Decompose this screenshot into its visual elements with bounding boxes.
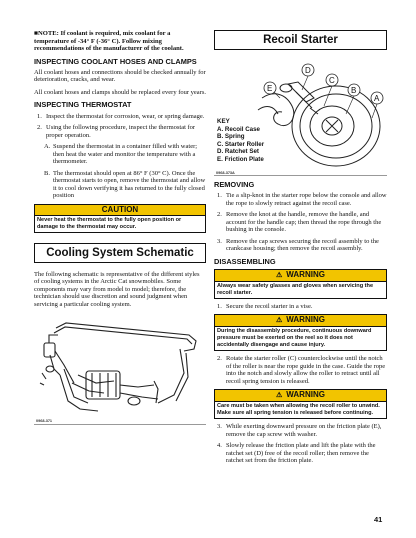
cooling-schematic-figure xyxy=(34,313,206,425)
page-number: 41 xyxy=(374,515,383,524)
coolant-note: ■NOTE: If coolant is required, mix coolant for a temperature of -34° F (-36° C). Follow mixing recommendations of the manufacturer of the coolant. xyxy=(34,30,184,53)
inspect-hoses-paragraph-2: All coolant hoses and clamps should be replaced every four years. xyxy=(34,88,207,96)
inspect-hoses-paragraph-1: All coolant hoses and connections should be checked annually for deterioration, cracks, and wear. xyxy=(34,68,206,84)
right-column xyxy=(214,30,387,469)
warning-text-3: Care must be taken when allowing the recoil roller to unwind. Make sure all spring tension is released before continuing. xyxy=(214,402,387,419)
warning-triangle-icon: ⚠ xyxy=(276,317,283,325)
thermostat-step: 1. Inspect the thermostat for corrosion, wear, or spring damage. xyxy=(37,112,205,120)
removing-step: 3. Remove the cap screws securing the recoil assembly to the crankcase housing; then remove the recoil assembly. xyxy=(217,237,379,253)
callout-d: D xyxy=(305,66,311,75)
disassembling-heading: DISASSEMBLING xyxy=(214,256,276,266)
disassembling-step: 1. Secure the recoil starter in a vise. xyxy=(217,302,313,310)
cooling-schematic-paragraph: The following schematic is representative of the different styles of cooling systems in the Arctic Cat snowmobiles. Some components may vary from model to model; therefore, the technician should use discretion and sound judgment when servicing a particular cooling system. xyxy=(34,270,200,308)
recoil-figure-code: 0968-373A xyxy=(216,171,235,175)
callout-b: B xyxy=(351,86,357,95)
callout-a: A xyxy=(374,94,380,103)
thermostat-step: 2. Using the following procedure, inspect the thermostat for proper operation. xyxy=(37,124,196,139)
left-column xyxy=(34,30,206,425)
caution-text: Never heat the thermostat to the fully open position or damage to the thermostat may occur. xyxy=(34,216,206,233)
recoil-starter-title: Recoil Starter xyxy=(214,30,387,50)
key-item-d: D. Ratchet Set xyxy=(217,148,259,156)
warning-triangle-icon: ⚠ xyxy=(276,392,283,400)
warning-header-3: ⚠ WARNING xyxy=(214,389,387,402)
disassembling-step: 3. While exerting downward pressure on the friction plate (E), remove the cap screw with washer. xyxy=(217,423,382,438)
warning-header-2: ⚠ WARNING xyxy=(214,314,387,327)
key-item-c: C. Starter Roller xyxy=(217,140,265,148)
caution-header: CAUTION xyxy=(34,204,206,216)
recoil-starter-figure xyxy=(214,58,387,176)
key-item-a: A. Recoil Case xyxy=(217,125,260,133)
warning-header-1: ⚠ WARNING xyxy=(214,269,387,282)
removing-heading: REMOVING xyxy=(214,180,255,189)
callout-e: E xyxy=(267,84,273,93)
disassembling-step: 2. Rotate the starter roller (C) counterclockwise until the notch of the roller is near the rope guide in the case. Guide the rope into the notch and slowly allow the roller to retract until all recoil spring tension is released. xyxy=(217,355,386,385)
removing-step: 1. Tie a slip-knot in the starter rope below the console and allow the rope to slowly retract against the recoil case. xyxy=(217,192,387,207)
warning-text-1: Always wear safety glasses and gloves when servicing the recoil starter. xyxy=(214,282,387,299)
key-item-b: B. Spring xyxy=(217,133,245,141)
key-item-e: E. Friction Plate xyxy=(217,155,264,163)
inspect-hoses-heading: INSPECTING COOLANT HOSES AND CLAMPS xyxy=(34,56,197,66)
figure-key xyxy=(217,118,264,164)
cooling-schematic-title: Cooling System Schematic xyxy=(34,243,206,263)
thermostat-substep: B. The thermostat should open at 86° F (30° C). Once the thermostat starts to open, remove the thermostat and allow it to cool down verifying it has returned to the fully closed position xyxy=(44,169,206,200)
disassembling-step: 4. Slowly release the friction plate and lift the plate with the ratchet set (D) free of the recoil roller; then remove the ratchet set from the friction plate. xyxy=(217,442,376,465)
removing-step: 2. Remove the knot at the handle, remove the handle, and account for the handle cap; then thread the rope through the bushing in the console. xyxy=(217,211,382,234)
key-title: KEY xyxy=(217,118,230,125)
cooling-system-illustration xyxy=(34,313,206,425)
warning-triangle-icon: ⚠ xyxy=(276,271,283,279)
thermostat-substep: A. Suspend the thermostat in a container filled with water; then heat the water and monitor the temperature with a thermometer. xyxy=(44,143,198,166)
callout-c: C xyxy=(329,76,335,85)
cooling-figure-code: 0968-371 xyxy=(36,419,53,424)
inspect-thermostat-heading: INSPECTING THERMOSTAT xyxy=(34,100,132,110)
warning-text-2: During the disassembly procedure, continuous downward pressure must be exerted on the reel so it does not accidentally disengage and cause injury. xyxy=(214,327,387,351)
